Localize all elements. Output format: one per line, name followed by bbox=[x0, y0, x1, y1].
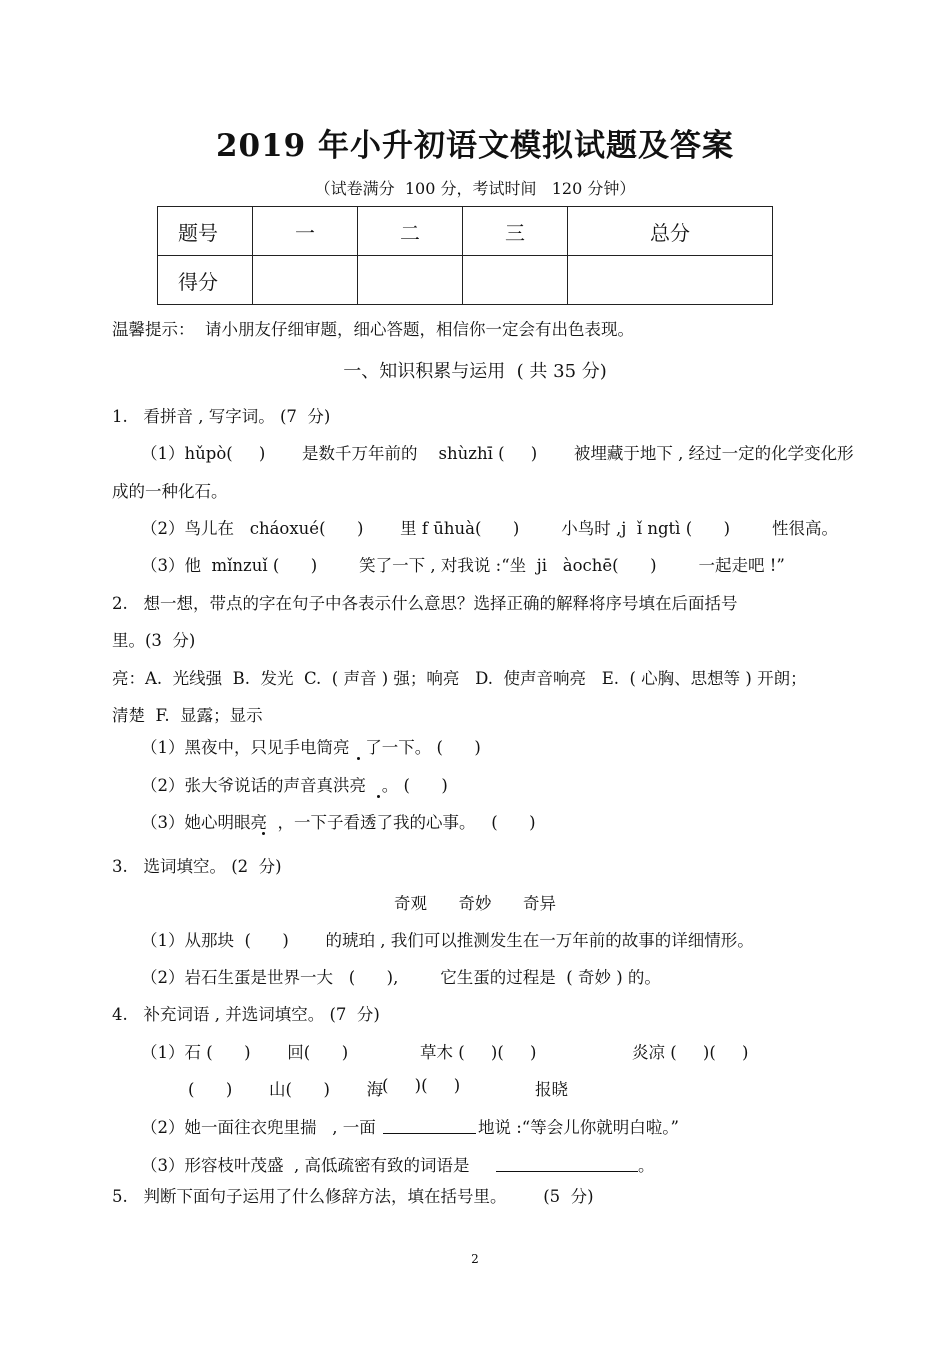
q4-row-1-a: （1）石 ( ) 回( ) bbox=[141, 1043, 349, 1062]
q4-row-1-b: 草木 ( )( ) bbox=[420, 1043, 537, 1062]
q1-line-2: 成的一种化石。 bbox=[112, 482, 228, 501]
q2-options-line-1: 亮：A. 光线强 B. 发光 C. ( 声音 ) 强；响亮 D. 使声音响亮 E. ( 心胸、思想等 ) 开朗； bbox=[112, 669, 807, 688]
header-cell-total: 总分 bbox=[568, 207, 773, 256]
q2-sentence-2: （2）张大爷说话的声音真洪亮 。 ( ) bbox=[141, 776, 448, 795]
q2-sentence-1: （1）黑夜中，只见手电筒亮 了一下。 ( ) bbox=[141, 738, 481, 757]
score-table-header-row bbox=[158, 207, 773, 256]
header-cell-3: 三 bbox=[463, 207, 568, 256]
q4-sentence-3-end: 。 bbox=[638, 1156, 655, 1175]
score-cell-2[interactable] bbox=[358, 256, 463, 305]
exam-info: （试卷满分 100 分，考试时间 120 分钟） bbox=[314, 179, 636, 198]
answer-blank[interactable] bbox=[383, 1132, 476, 1134]
q3-sentence-2: （2）岩石生蛋是世界一大 ( ), 它生蛋的过程是 ( 奇妙 ) 的。 bbox=[141, 968, 661, 987]
emphasis-dot bbox=[262, 832, 265, 835]
q4-row-2-a: ( ) 山( ) 海 bbox=[188, 1080, 384, 1099]
q1-line-4: （3）他 mǐnzuǐ ( ) 笑了一下 , 对我说 :“坐 ji àochē( ) 一起走吧 !” bbox=[141, 556, 785, 575]
q2-sentence-3: （3）她心明眼亮 ，一下子看透了我的心事。 ( ) bbox=[141, 813, 536, 832]
q2-title-line-2: 里。(3 分) bbox=[112, 631, 196, 650]
q2-options-line-2: 清楚 F. 显露；显示 bbox=[112, 706, 263, 725]
q4-row-1-c: 炎凉 ( )( ) bbox=[632, 1043, 749, 1062]
score-table-score-row bbox=[158, 256, 773, 305]
q1-line-3: （2）鸟儿在 cháoxué( ) 里 f ūhuà( ) 小鸟时 ,j ǐ ngtì ( ) 性很高。 bbox=[141, 519, 839, 538]
page-title: 2019 年小升初语文模拟试题及答案 bbox=[215, 128, 735, 164]
tip-text: 温馨提示： 请小朋友仔细审题，细心答题，相信你一定会有出色表现。 bbox=[112, 320, 634, 339]
emphasis-dot bbox=[357, 757, 360, 760]
q4-row-2-c: 报晓 bbox=[535, 1080, 568, 1099]
q3-sentence-1: （1）从那块 ( ) 的琥珀 , 我们可以推测发生在一万年前的故事的详细情形。 bbox=[141, 931, 754, 950]
q1-line-1: （1）hǔpò( ) 是数千万年前的 shùzhī ( ) 被埋藏于地下 , 经过一定的化学变化形 bbox=[141, 444, 854, 463]
q1-title: 1. 看拼音 , 写字词。 (7 分) bbox=[112, 407, 331, 426]
q3-word-choices: 奇观 奇妙 奇异 bbox=[394, 894, 556, 913]
section-heading: 一、知识积累与运用 ( 共 35 分) bbox=[343, 361, 607, 382]
q4-sentence-3: （3）形容枝叶茂盛 , 高低疏密有致的词语是 bbox=[141, 1156, 470, 1175]
q3-title: 3. 选词填空。 (2 分) bbox=[112, 857, 282, 876]
score-cell-3[interactable] bbox=[463, 256, 568, 305]
q4-sentence-2-start: （2）她一面往衣兜里揣 , 一面 bbox=[141, 1118, 376, 1137]
emphasis-dot bbox=[377, 795, 380, 798]
q5-title: 5. 判断下面句子运用了什么修辞方法，填在括号里。 (5 分) bbox=[112, 1187, 594, 1206]
score-cell-total[interactable] bbox=[568, 256, 773, 305]
q4-title: 4. 补充词语 , 并选词填空。 (7 分) bbox=[112, 1005, 380, 1024]
answer-blank[interactable] bbox=[496, 1170, 638, 1172]
q4-row-2-b: ( )( ) bbox=[382, 1076, 461, 1095]
score-cell-1[interactable] bbox=[253, 256, 358, 305]
header-cell-1: 一 bbox=[253, 207, 358, 256]
score-table bbox=[157, 206, 773, 305]
q4-sentence-2-end: 地说 :“等会儿你就明白啦。” bbox=[478, 1118, 679, 1137]
page-number: 2 bbox=[471, 1252, 479, 1266]
row-label-score: 得分 bbox=[158, 256, 253, 305]
q2-title-line-1: 2. 想一想，带点的字在句子中各表示什么意思？选择正确的解释将序号填在后面括号 bbox=[112, 594, 738, 613]
header-cell-number: 题号 bbox=[158, 207, 253, 256]
header-cell-2: 二 bbox=[358, 207, 463, 256]
